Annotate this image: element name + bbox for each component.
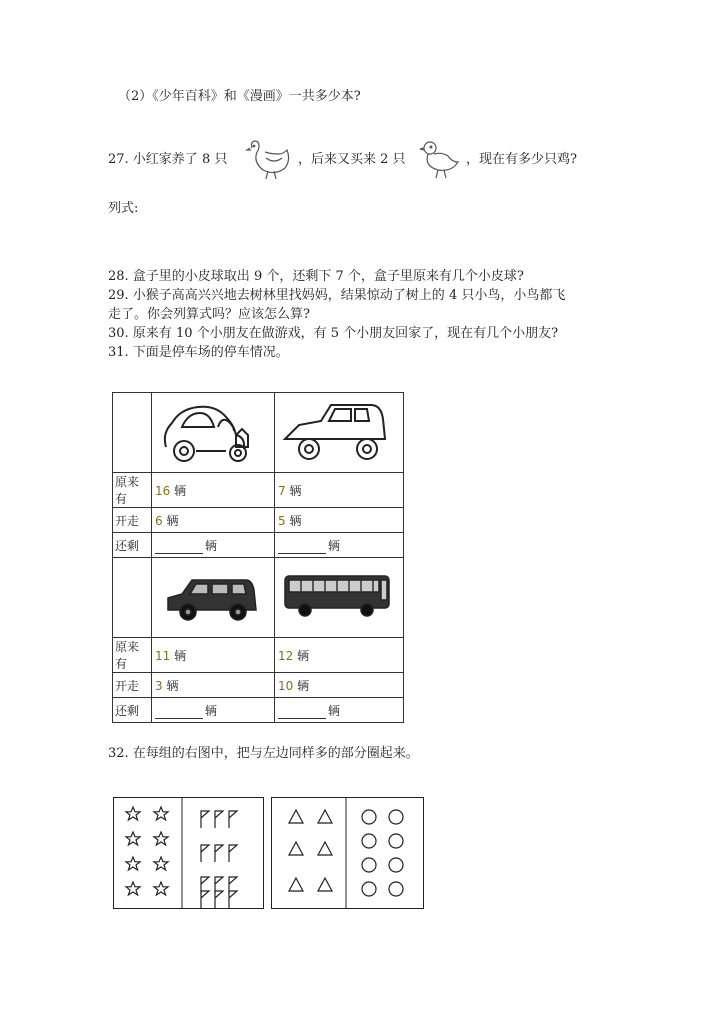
circle-icon[interactable] <box>362 882 376 896</box>
hen-icon <box>244 138 294 180</box>
table-row <box>113 638 404 673</box>
question-27-text-1: 27. 小红家养了 8 只 <box>108 152 228 167</box>
answer-blank-4[interactable]: 辆 <box>275 698 404 723</box>
triangle-icon <box>318 842 332 855</box>
question-29-line-2: 走了。你会列算式吗？应该怎么算? <box>108 307 310 322</box>
row-label-remain: 还剩 <box>113 533 152 558</box>
beetle-car-icon <box>152 393 272 469</box>
flag-icon[interactable] <box>201 891 209 908</box>
circle-exercise <box>113 797 425 909</box>
triangle-icon <box>318 878 332 891</box>
formula-label: 列式: <box>108 201 139 216</box>
chick-icon <box>416 138 464 182</box>
triangle-icon <box>318 810 332 823</box>
question-27-text-3: ，现在有多少只鸡? <box>466 152 577 167</box>
flag-icon[interactable] <box>229 891 237 908</box>
flags-right[interactable] <box>201 811 237 908</box>
question-30: 30. 原来有 10 个小朋友在做游戏，有 5 个小朋友回家了，现在有几个小朋友? <box>108 326 559 341</box>
jeep-icon <box>275 393 403 469</box>
cell-left-3: 3 辆 <box>152 673 275 698</box>
circle-icon[interactable] <box>362 810 376 824</box>
question-29-line-1: 29. 小猴子高高兴兴地去树林里找妈妈，结果惊动了树上的 4 只小鸟，小鸟都飞 <box>108 288 566 303</box>
flag-icon[interactable] <box>215 811 223 828</box>
bus-icon <box>275 558 403 634</box>
circles-right[interactable] <box>362 810 403 896</box>
table-row <box>113 698 404 723</box>
star-icon <box>126 857 140 870</box>
cell-original-1: 16 辆 <box>152 473 275 508</box>
cell-original-2: 7 辆 <box>275 473 404 508</box>
star-icon <box>126 832 140 845</box>
circle-icon[interactable] <box>389 882 403 896</box>
question-28: 28. 盒子里的小皮球取出 9 个，还剩下 7 个，盒子里原来有几个小皮球? <box>108 269 524 284</box>
row-label-left: 开走 <box>113 508 152 533</box>
row-label-left: 开走 <box>113 673 152 698</box>
circle-icon[interactable] <box>362 834 376 848</box>
flag-icon[interactable] <box>201 845 209 862</box>
table-row <box>113 473 404 508</box>
star-icon <box>154 832 168 845</box>
row-label-original: 原来有 <box>113 473 152 508</box>
question-32: 32. 在每组的右图中，把与左边同样多的部分圈起来。 <box>108 746 419 761</box>
star-icon <box>126 807 140 820</box>
cell-left-2: 5 辆 <box>275 508 404 533</box>
circle-icon[interactable] <box>389 858 403 872</box>
circle-icon[interactable] <box>389 810 403 824</box>
star-icon <box>154 882 168 895</box>
cell-original-4: 12 辆 <box>275 638 404 673</box>
table-row <box>113 533 404 558</box>
flag-icon[interactable] <box>215 845 223 862</box>
star-icon <box>154 807 168 820</box>
answer-blank-2[interactable]: 辆 <box>275 533 404 558</box>
triangles-left <box>289 810 332 891</box>
flag-icon[interactable] <box>229 845 237 862</box>
triangle-icon <box>289 878 303 891</box>
cell-left-1: 6 辆 <box>152 508 275 533</box>
triangle-icon <box>289 842 303 855</box>
flag-icon[interactable] <box>215 891 223 908</box>
star-icon <box>126 882 140 895</box>
table-row <box>113 508 404 533</box>
parking-table <box>112 392 404 723</box>
answer-blank-3[interactable]: 辆 <box>152 698 275 723</box>
row-label-remain: 还剩 <box>113 698 152 723</box>
answer-blank-1[interactable]: 辆 <box>152 533 275 558</box>
table-row <box>113 673 404 698</box>
flag-icon[interactable] <box>229 811 237 828</box>
question-31: 31. 下面是停车场的停车情况。 <box>108 345 289 360</box>
stars-left <box>126 807 168 895</box>
question-26-part-2: （2）《少年百科》和《漫画》一共多少本? <box>118 89 361 104</box>
question-27-text-2: ，后来又买来 2 只 <box>298 152 406 167</box>
cell-original-3: 11 辆 <box>152 638 275 673</box>
star-icon <box>154 857 168 870</box>
flag-icon[interactable] <box>201 811 209 828</box>
cell-left-4: 10 辆 <box>275 673 404 698</box>
van-icon <box>152 558 272 634</box>
triangle-icon <box>289 810 303 823</box>
circle-icon[interactable] <box>389 834 403 848</box>
circle-icon[interactable] <box>362 858 376 872</box>
row-label-original: 原来有 <box>113 638 152 673</box>
